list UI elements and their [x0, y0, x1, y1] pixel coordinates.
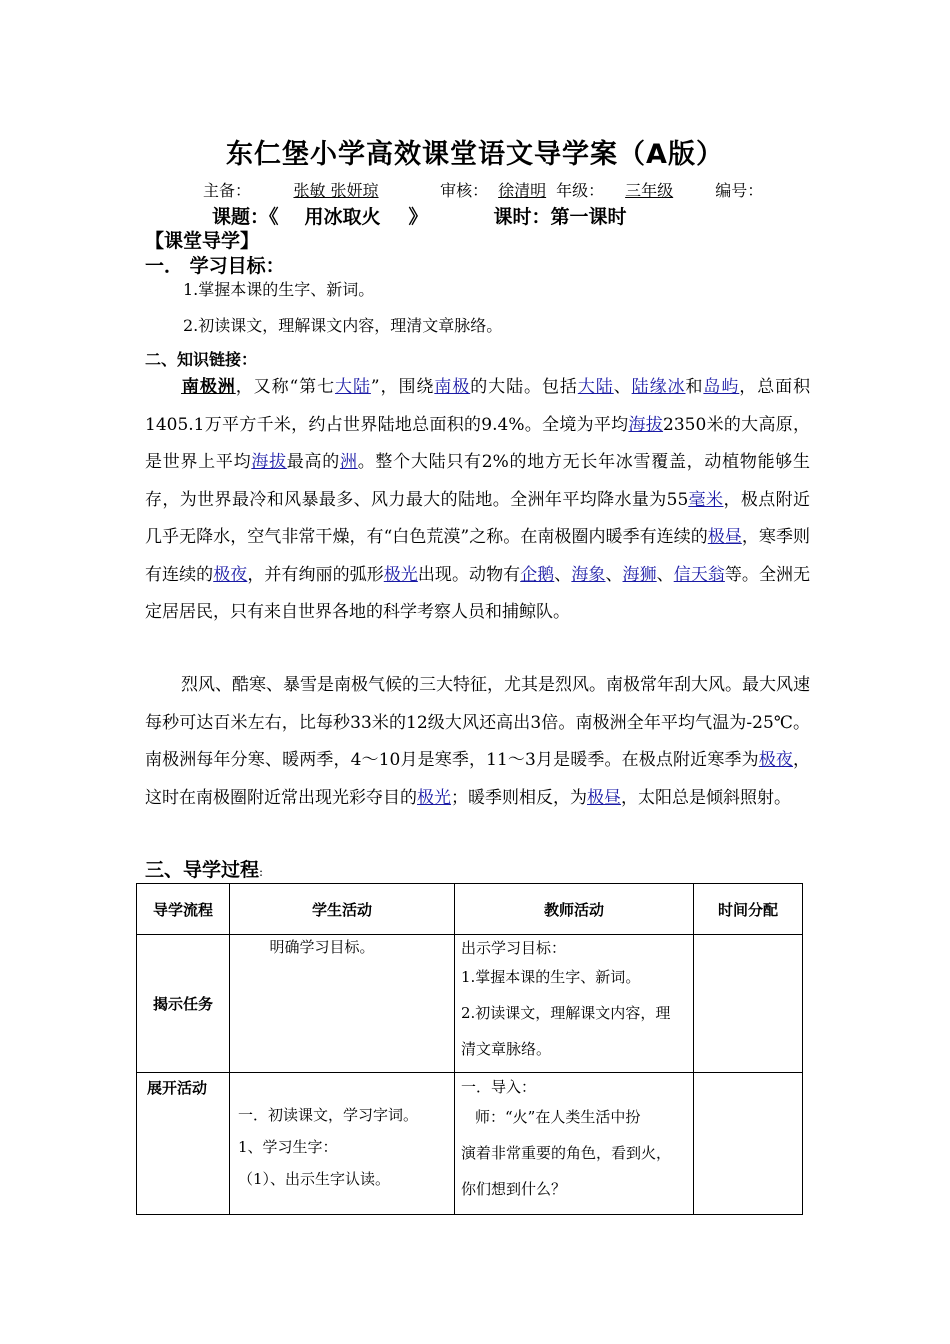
process-table	[136, 883, 803, 1215]
link-nanji[interactable]: 南极	[434, 377, 471, 397]
teacher-line: 清文章脉络。	[461, 1040, 552, 1058]
section-header: 【课堂导学】	[145, 230, 260, 252]
teacher-cell	[455, 1073, 694, 1215]
lesson-topic	[212, 202, 627, 229]
text-run: 最高的	[286, 452, 340, 472]
reviewer-label: 审核：	[440, 181, 489, 200]
link-xintianweng[interactable]: 信天翁	[673, 564, 725, 585]
student-cell	[230, 1073, 455, 1215]
text-run: 2350米的大高原，是世界上平均	[145, 414, 811, 472]
link-jiye-2[interactable]: 极夜	[758, 750, 794, 770]
lesson-period: 课时：第一课时	[493, 206, 627, 228]
teacher-line: 2.初读课文，理解课文内容，理	[461, 1004, 671, 1022]
link-haishi[interactable]: 海狮	[622, 564, 657, 585]
header-student: 学生活动	[230, 884, 455, 935]
knowledge-paragraph-2	[145, 667, 810, 817]
header-teacher: 教师活动	[455, 884, 694, 935]
table-header-row	[137, 884, 803, 935]
grade-label: 年级：	[556, 181, 605, 200]
link-jiguang-2[interactable]: 极光	[417, 787, 451, 808]
student-line: 一．初读课文，学习字词。	[238, 1106, 419, 1124]
text-run: ，极点附近几乎无降水，空气非常干燥，有“白色荒漠”之称。在南极圈内暖季有连续的	[145, 489, 811, 547]
teacher-line: 出示学习目标：	[461, 939, 567, 957]
text-run: 的大陆。包括	[470, 377, 578, 397]
link-jizhou-2[interactable]: 极昼	[587, 787, 621, 808]
link-haiba[interactable]: 海拔	[628, 414, 664, 435]
goal-item-2: 2.初读课文，理解课文内容，理清文章脉络。	[183, 316, 503, 335]
link-dalu[interactable]: 大陆	[335, 377, 371, 397]
process-heading-colon: :	[259, 865, 264, 879]
link-daoyu[interactable]: 岛屿	[703, 377, 740, 397]
text-run: 烈风、酷寒、暴雪是南极气候的三大特征，尤其是烈风。南极常年刮大风。最大风速每秒可达百米左右，比每秒33米的12级大风还高出3倍。南极洲全年平均气温为-25℃。南极洲每年分寒、暖两季，4～10月是寒季，11～3月是暖季。在极点附近寒季为	[145, 675, 810, 770]
grade-field: 三年级	[625, 181, 674, 200]
number-label: 编号：	[715, 181, 764, 200]
text-run: ，又称“第七	[235, 377, 336, 397]
goals-heading: 一． 学习目标：	[145, 255, 285, 277]
teacher-line: 你们想到什么？	[461, 1180, 567, 1198]
stage-cell: 揭示任务	[137, 935, 230, 1073]
text-run: 、	[613, 377, 632, 397]
topic-label: 课题：《	[212, 206, 279, 228]
teacher-line: 1.掌握本课的生字、新词。	[461, 968, 641, 986]
table-row	[137, 935, 803, 1073]
goal-item-1: 1.掌握本课的生字、新词。	[183, 280, 375, 299]
teacher-cell	[455, 935, 694, 1073]
text-run: 、	[605, 564, 623, 585]
student-text: 明确学习目标。	[269, 938, 375, 956]
topic-name: 用冰取火	[304, 206, 381, 228]
text-run: 出现。动物有	[417, 564, 521, 585]
text-run: 、	[656, 564, 674, 585]
student-line: （1）、出示生字认读。	[238, 1170, 391, 1188]
link-haiba-2[interactable]: 海拔	[251, 452, 287, 472]
text-run: ，太阳总是倾斜照射。	[621, 787, 791, 808]
link-haixiang[interactable]: 海象	[571, 564, 606, 585]
knowledge-paragraph-1	[145, 369, 810, 632]
link-dalu-2[interactable]: 大陆	[577, 377, 614, 397]
text-run: ，总面积1405.1万平方千米，约占世界陆地总面积的9.4%。全境为平均	[145, 377, 811, 435]
header-time: 时间分配	[694, 884, 803, 935]
knowledge-heading: 二、知识链接：	[145, 350, 258, 369]
text-run: ，寒季则有连续的	[145, 527, 811, 585]
text-run: ，这时在南极圈附近常出现光彩夺目的	[145, 750, 811, 808]
link-jizhou[interactable]: 极昼	[707, 527, 742, 547]
authors-field: 张敏 张妍琼	[293, 181, 379, 200]
link-haomi[interactable]: 毫米	[688, 489, 724, 510]
page-title: 东仁堡小学高效课堂语文导学案（A版）	[226, 139, 724, 170]
link-jiye[interactable]: 极夜	[213, 564, 248, 585]
process-heading-text: 三、导学过程	[145, 859, 260, 881]
link-jiguang[interactable]: 极光	[383, 564, 418, 585]
text-run: ；暖季则相反，为	[451, 787, 587, 808]
teacher-line: 演着非常重要的角色，看到火，	[461, 1144, 672, 1162]
lead-term: 南极洲	[181, 377, 236, 397]
student-line: 1、学习生字：	[238, 1138, 338, 1156]
table-row	[137, 1073, 803, 1215]
link-qie[interactable]: 企鹅	[520, 564, 555, 585]
link-luyuanbing[interactable]: 陆缘冰	[631, 377, 686, 397]
process-heading	[145, 855, 263, 882]
reviewer-field: 徐清明	[498, 181, 547, 200]
text-run: 等。全洲无定居居民，只有来自世界各地的科学考察人员和捕鲸队。	[145, 564, 811, 622]
author-label: 主备：	[203, 181, 252, 200]
teacher-line: 一．导入：	[461, 1078, 537, 1096]
header-stage: 导学流程	[137, 884, 230, 935]
stage-cell: 展开活动	[137, 1073, 230, 1215]
time-cell	[694, 935, 803, 1073]
topic-close: 》	[408, 206, 428, 228]
time-cell	[694, 1073, 803, 1215]
link-zhou[interactable]: 洲	[339, 452, 358, 472]
text-run: 。整个大陆只有2%的地方无长年冰雪覆盖，动植物能够生存，为世界最冷和风暴最多、风力最大的陆地。全洲年平均降水量为55	[145, 452, 811, 510]
text-run: 和	[685, 377, 704, 397]
document-meta	[203, 178, 763, 201]
teacher-line: 师：“火”在人类生活中扮	[475, 1108, 641, 1126]
student-cell	[230, 935, 455, 1073]
text-run: 、	[554, 564, 572, 585]
text-run: ”，围绕	[370, 377, 435, 397]
text-run: ，并有绚丽的弧形	[247, 564, 384, 585]
